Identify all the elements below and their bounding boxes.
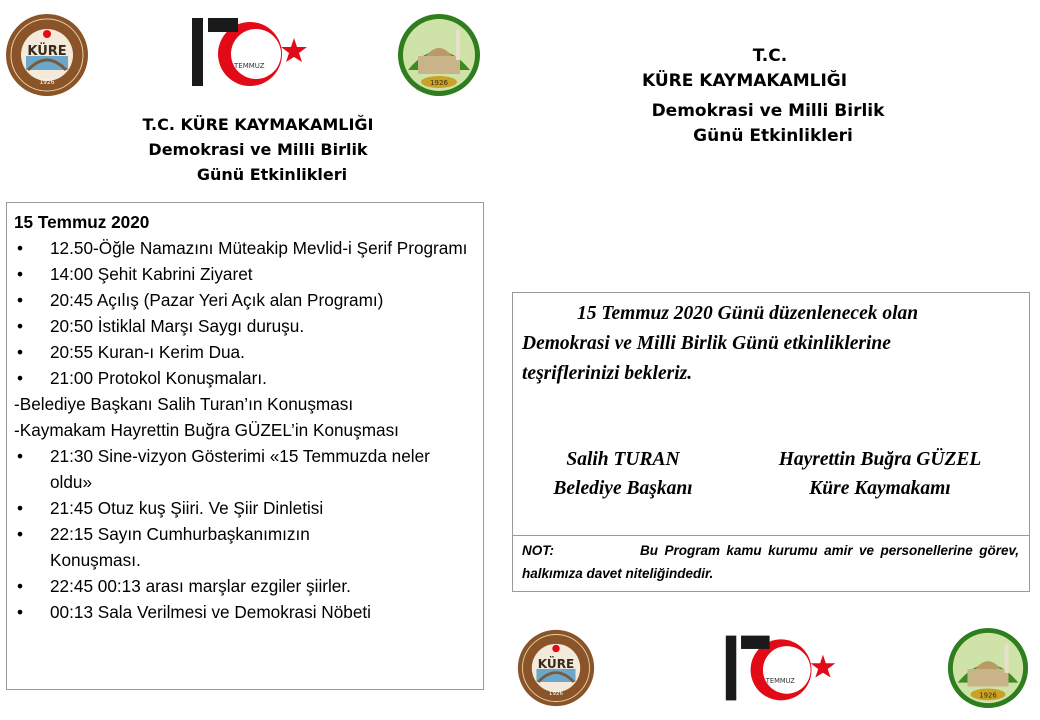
governor-name: Hayrettin Buğra GÜZEL: [778, 449, 982, 470]
right-header-line4: Günü Etkinlikleri: [693, 126, 853, 146]
right-header-line1: T.C.: [752, 46, 788, 66]
list-item: • 21:45 Otuz kuş Şiiri. Ve Şiir Dinletisi: [14, 495, 475, 521]
seal-year-text: 1926: [39, 79, 55, 86]
kure-seal-logo: [4, 12, 90, 98]
fifteen-july-logo-bottom: [720, 628, 844, 708]
mayor-title: Belediye Başkanı: [553, 478, 693, 499]
list-item: • 22:45 00:13 arası marşlar ezgiler şiirler.: [14, 573, 475, 599]
left-header-line1: T.C. KÜRE KAYMAKAMLIĞI: [142, 115, 374, 134]
left-header-line2: Demokrasi ve Milli Birlik: [148, 140, 368, 159]
svg-text:1926: 1926: [548, 690, 564, 697]
invitation-line1: 15 Temmuz 2020 Günü düzenlenecek olan: [577, 303, 919, 324]
note-label: NOT:: [522, 543, 554, 558]
mosque-seal-year: 1926: [430, 79, 448, 87]
invitation-text: [522, 299, 1020, 389]
program-list-2: [14, 443, 475, 625]
invitation-line3: teşriflerinizi bekleriz.: [522, 363, 693, 384]
svg-text:1926: 1926: [979, 691, 997, 700]
mayor-name: Salih TURAN: [566, 449, 680, 470]
right-header-line3: Demokrasi ve Milli Birlik: [651, 101, 885, 121]
invitation-box: [512, 292, 1030, 592]
speech-mayor: -Belediye Başkanı Salih Turan’ın Konuşması: [14, 394, 354, 414]
note-text: Bu Program kamu kurumu amir ve personellerine görev, halkımıza davet niteliğindedir.: [522, 543, 1019, 581]
list-item: • 21:00 Protokol Konuşmaları.: [14, 365, 475, 391]
list-item: • 20:55 Kuran-ı Kerim Dua.: [14, 339, 475, 365]
list-item: • 21:30 Sine-vizyon Gösterimi «15 Temmuzda neler oldu»: [14, 443, 475, 495]
program-list: [14, 235, 475, 391]
speech-governor: -Kaymakam Hayrettin Buğra GÜZEL’in Konuşması: [14, 420, 399, 440]
svg-text:KÜRE: KÜRE: [537, 657, 575, 671]
program-date: 15 Temmuz 2020: [14, 212, 150, 232]
left-header: [100, 112, 416, 187]
fifteen-july-logo: [186, 10, 316, 94]
list-item: • 14:00 Şehit Kabrini Ziyaret: [14, 261, 475, 287]
list-item: • 20:50 İstiklal Marşı Saygı duruşu.: [14, 313, 475, 339]
governor-title: Küre Kaymakamı: [809, 478, 951, 499]
invitation-note: [513, 535, 1029, 585]
mosque-seal-logo-bottom: [946, 626, 1030, 710]
invitation-line2: Demokrasi ve Milli Birlik Günü etkinliklerine: [522, 333, 891, 354]
list-item: • 22:15 Sayın Cumhurbaşkanımızın Konuşması.: [14, 521, 475, 573]
signature-mayor: [513, 445, 733, 503]
kure-seal-logo-bottom: [516, 628, 596, 708]
seal-kure-text: KÜRE: [27, 44, 67, 59]
svg-text:TEMMUZ: TEMMUZ: [765, 677, 795, 686]
right-header-line2: KÜRE KAYMAKAMLIĞI: [642, 71, 848, 91]
signature-governor: [745, 445, 1015, 503]
list-item: • 00:13 Sala Verilmesi ve Demokrasi Nöbeti: [14, 599, 475, 625]
list-item: • 20:45 Açılış (Pazar Yeri Açık alan Programı): [14, 287, 475, 313]
program-box: [6, 202, 484, 690]
list-item: • 12.50-Öğle Namazını Müteakip Mevlid-i Şerif Programı: [14, 235, 475, 261]
right-header: [600, 44, 920, 149]
logo-temmuz-text: TEMMUZ: [234, 62, 265, 70]
mosque-seal-logo: [396, 12, 482, 98]
left-header-line3: Günü Etkinlikleri: [196, 165, 348, 184]
